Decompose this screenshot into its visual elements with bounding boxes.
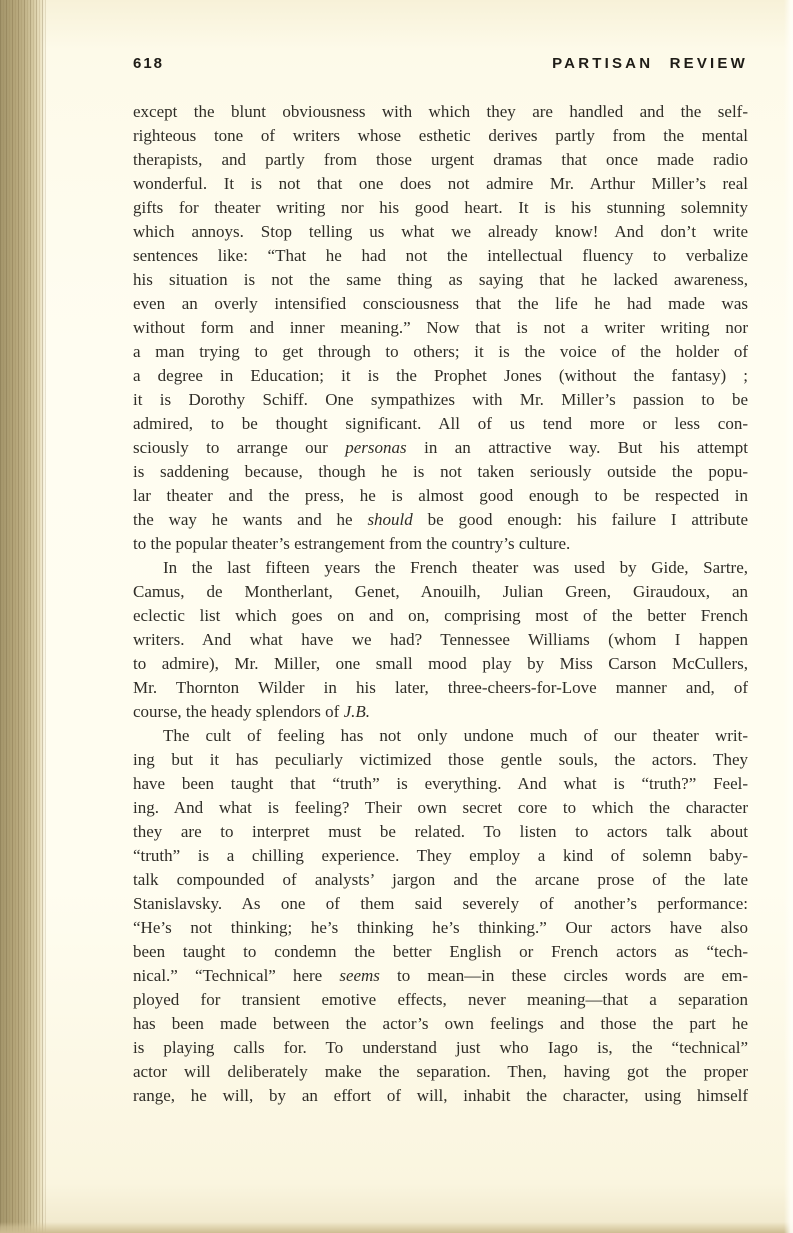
text-run: sciously to arrange our: [133, 438, 346, 457]
text-line: [133, 316, 748, 340]
text-run: which annoys. Stop telling us what we already know! And don’t write: [133, 222, 748, 241]
text-line: [133, 724, 748, 748]
text-run: a man trying to get through to others; it is the voice of the holder of: [133, 342, 748, 361]
text-line: [133, 556, 748, 580]
text-line: [133, 436, 748, 460]
text-line: [133, 220, 748, 244]
page-content: [133, 56, 748, 1108]
text-run: sentences like: “That he had not the intellectual fluency to verbalize: [133, 246, 748, 265]
text-run: talk compounded of analysts’ jargon and the arcane prose of the late: [133, 870, 748, 889]
text-run: is playing calls for. To understand just who Iago is, the “technical”: [133, 1038, 748, 1057]
text-line: [133, 244, 748, 268]
text-run: the way he wants and he: [133, 510, 368, 529]
text-line: [133, 148, 748, 172]
page-number: 618: [133, 55, 165, 72]
text-line: [133, 460, 748, 484]
text-run: ing but it has peculiarly victimized those gentle souls, the actors. They: [133, 750, 748, 769]
text-line: [133, 340, 748, 364]
text-run: Camus, de Montherlant, Genet, Anouilh, Julian Green, Giraudoux, an: [133, 582, 748, 601]
text-run: ployed for transient emotive effects, never meaning—that a separation: [133, 990, 748, 1009]
text-line: [133, 100, 748, 124]
text-run: Mr. Thornton Wilder in his later, three-cheers-for-Love manner and, of: [133, 678, 748, 697]
italic-text-run: should: [367, 510, 413, 529]
text-line: [133, 940, 748, 964]
text-line: [133, 604, 748, 628]
text-line: [133, 1012, 748, 1036]
text-run: Stanislavsky. As one of them said severely of another’s performance:: [133, 894, 748, 913]
journal-title: PARTISAN REVIEW: [552, 55, 748, 72]
text-line: [133, 1060, 748, 1084]
text-run: The cult of feeling has not only undone much of our theater writ-: [163, 726, 748, 745]
text-line: [133, 580, 748, 604]
text-run: be good enough: his failure I attribute: [412, 510, 748, 529]
text-run: course, the heady splendors of: [133, 702, 344, 721]
text-run: it is Dorothy Schiff. One sympathizes with Mr. Miller’s passion to be: [133, 390, 748, 409]
text-run: therapists, and partly from those urgent dramas that once made radio: [133, 150, 748, 169]
text-line: [133, 388, 748, 412]
text-run: been taught to condemn the better English or French actors as “tech-: [133, 942, 748, 961]
text-run: to admire), Mr. Miller, one small mood play by Miss Carson McCullers,: [133, 654, 748, 673]
text-run: ing. And what is feeling? Their own secret core to which the character: [133, 798, 748, 817]
text-line: [133, 892, 748, 916]
text-run: In the last fifteen years the French theater was used by Gide, Sartre,: [163, 558, 748, 577]
text-line: [133, 772, 748, 796]
text-run: admired, to be thought significant. All of us tend more or less con-: [133, 414, 748, 433]
text-line: [133, 172, 748, 196]
text-line: [133, 292, 748, 316]
text-run: righteous tone of writers whose esthetic derives partly from the mental: [133, 126, 748, 145]
text-run: gifts for theater writing nor his good heart. It is his stunning solemnity: [133, 198, 748, 217]
text-run: eclectic list which goes on and on, comprising most of the better French: [133, 606, 748, 625]
text-line: [133, 508, 748, 532]
text-run: nical.” “Technical” here: [133, 966, 340, 985]
italic-text-run: personas: [345, 438, 407, 457]
book-gutter-edge: [0, 0, 46, 1233]
text-run: to mean—in these circles words are em-: [379, 966, 748, 985]
text-line: [133, 988, 748, 1012]
text-run: “He’s not thinking; he’s thinking he’s thinking.” Our actors have also: [133, 918, 748, 937]
text-run: have been taught that “truth” is everything. And what is “truth?” Feel-: [133, 774, 748, 793]
text-run: except the blunt obviousness with which they are handled and the self-: [133, 102, 748, 121]
text-line: [133, 916, 748, 940]
text-line: [133, 820, 748, 844]
text-run: is saddening because, though he is not taken seriously outside the popu-: [133, 462, 748, 481]
text-run: “truth” is a chilling experience. They employ a kind of solemn baby-: [133, 846, 748, 865]
italic-text-run: seems: [339, 966, 380, 985]
text-line: [133, 748, 748, 772]
text-line: [133, 964, 748, 988]
text-line: [133, 796, 748, 820]
text-line: [133, 1036, 748, 1060]
text-run: without form and inner meaning.” Now that is not a writer writing nor: [133, 318, 748, 337]
text-line: [133, 268, 748, 292]
running-header: [133, 56, 748, 72]
text-line: [133, 676, 748, 700]
text-line: [133, 868, 748, 892]
text-run: lar theater and the press, he is almost good enough to be respected in: [133, 486, 748, 505]
text-line: [133, 532, 748, 556]
text-line: [133, 628, 748, 652]
text-run: actor will deliberately make the separation. Then, having got the proper: [133, 1062, 748, 1081]
text-line: [133, 700, 748, 724]
text-run: a degree in Education; it is the Prophet Jones (without the fantasy) ;: [133, 366, 748, 385]
text-run: wonderful. It is not that one does not admire Mr. Arthur Miller’s real: [133, 174, 748, 193]
text-run: in an attractive way. But his attempt: [406, 438, 748, 457]
page-right-edge: [784, 0, 793, 1233]
text-line: [133, 652, 748, 676]
text-run: his situation is not the same thing as saying that he lacked awareness,: [133, 270, 748, 289]
text-line: [133, 124, 748, 148]
text-line: [133, 196, 748, 220]
page-bottom-edge: [0, 1222, 793, 1233]
text-run: even an overly intensified consciousness that the life he had made was: [133, 294, 748, 313]
text-line: [133, 1084, 748, 1108]
text-run: has been made between the actor’s own feelings and those the part he: [133, 1014, 748, 1033]
text-line: [133, 412, 748, 436]
body-text: [133, 100, 748, 1108]
text-run: writers. And what have we had? Tennessee Williams (whom I happen: [133, 630, 748, 649]
italic-text-run: J.B.: [343, 702, 370, 721]
text-line: [133, 844, 748, 868]
text-run: they are to interpret must be related. To listen to actors talk about: [133, 822, 748, 841]
text-run: to the popular theater’s estrangement from the country’s culture.: [133, 534, 571, 553]
text-run: range, he will, by an effort of will, inhabit the character, using himself: [133, 1086, 748, 1105]
text-line: [133, 364, 748, 388]
text-line: [133, 484, 748, 508]
